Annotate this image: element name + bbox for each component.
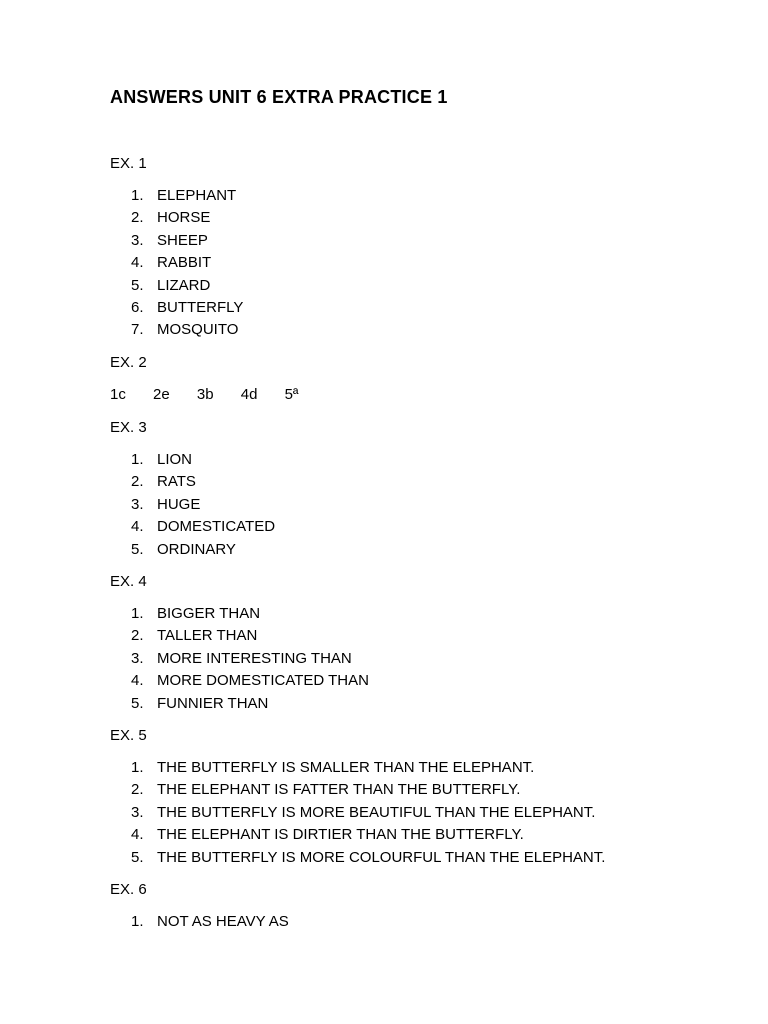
ex5-heading: EX. 5 bbox=[110, 727, 147, 744]
ex6-list bbox=[131, 911, 289, 933]
ex1-list bbox=[131, 185, 243, 342]
list-item: 1. THE BUTTERFLY IS SMALLER THAN THE ELEPHANT. bbox=[131, 759, 535, 776]
list-item: 2. THE ELEPHANT IS FATTER THAN THE BUTTERFLY. bbox=[131, 781, 521, 799]
list-item: 2. RATS bbox=[131, 473, 196, 491]
ex3-heading: EX. 3 bbox=[110, 419, 147, 436]
answer-item: 2e bbox=[153, 386, 170, 403]
list-item: 4. THE ELEPHANT IS DIRTIER THAN THE BUTTERFLY. bbox=[131, 826, 524, 844]
list-item: 1. NOT AS HEAVY AS bbox=[131, 913, 289, 930]
list-item: 3. THE BUTTERFLY IS MORE BEAUTIFUL THAN THE ELEPHANT. bbox=[131, 803, 596, 821]
list-item: 3. MORE INTERESTING THAN bbox=[131, 649, 352, 667]
list-item: 4. RABBIT bbox=[131, 254, 212, 272]
list-item: 2. TALLER THAN bbox=[131, 627, 258, 645]
answer-item: 4d bbox=[240, 386, 258, 403]
answer-item: 5ª bbox=[284, 386, 299, 403]
list-item: 5. FUNNIER THAN bbox=[131, 694, 269, 712]
list-item: 5. ORDINARY bbox=[131, 540, 236, 558]
list-item: 6. BUTTERFLY bbox=[131, 298, 244, 316]
ex1-heading: EX. 1 bbox=[110, 155, 147, 172]
ex2-heading: EX. 2 bbox=[110, 354, 147, 371]
list-item: 4. DOMESTICATED bbox=[131, 518, 276, 536]
page-title: ANSWERS UNIT 6 EXTRA PRACTICE 1 bbox=[110, 87, 448, 107]
list-item: 2. HORSE bbox=[131, 209, 211, 227]
answer-item: 3b bbox=[196, 386, 214, 403]
list-item: 4. MORE DOMESTICATED THAN bbox=[131, 672, 369, 690]
list-item: 3. SHEEP bbox=[131, 231, 208, 249]
ex4-heading: EX. 4 bbox=[110, 573, 147, 590]
ex4-list bbox=[131, 603, 369, 715]
list-item: 7. MOSQUITO bbox=[131, 321, 239, 339]
ex5-list bbox=[131, 757, 605, 869]
ex3-list bbox=[131, 449, 275, 561]
list-item: 5. LIZARD bbox=[131, 276, 211, 294]
ex2-answers bbox=[110, 386, 322, 403]
answer-item: 1c bbox=[110, 386, 126, 403]
list-item: 1. LION bbox=[131, 451, 193, 468]
ex6-heading: EX. 6 bbox=[110, 881, 147, 898]
list-item: 3. HUGE bbox=[131, 495, 201, 513]
list-item: 5. THE BUTTERFLY IS MORE COLOURFUL THAN THE ELEPHANT. bbox=[131, 848, 606, 866]
list-item: 1. ELEPHANT bbox=[131, 187, 237, 204]
list-item: 1. BIGGER THAN bbox=[131, 605, 261, 622]
